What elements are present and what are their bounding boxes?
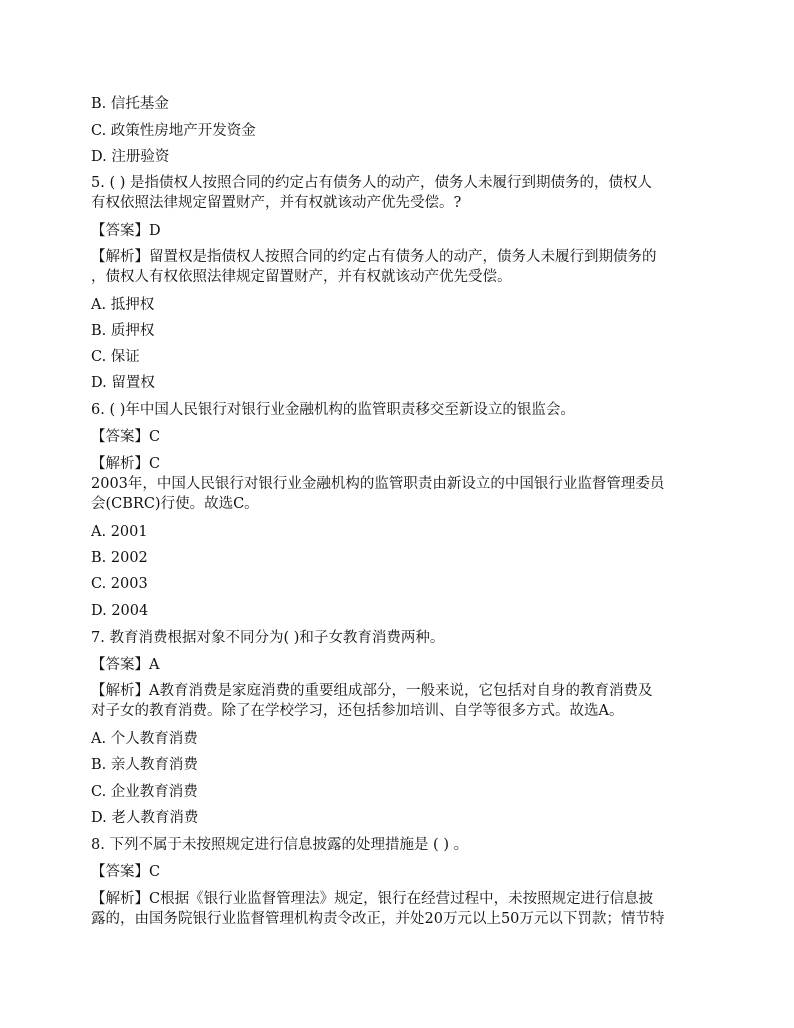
q7-option-a: A. 个人教育消费 (91, 731, 198, 747)
q5-explanation-line-2: ，债权人有权依照法律规定留置财产，并有权就该动产优先受偿。 (91, 269, 512, 285)
q5-option-d: D. 留置权 (91, 375, 155, 391)
q6-option-d: D. 2004 (91, 603, 149, 619)
q6-option-c: C. 2003 (91, 576, 148, 592)
q8-explanation-line-2: 露的，由国务院银行业监督管理机构责令改正，并处20万元以上50万元以下罚款；情节特 (91, 911, 665, 927)
q7-question: 7. 教育消费根据对象不同分为( )和子女教育消费两种。 (91, 630, 445, 646)
q7-explanation-line-1: 【解析】A教育消费是家庭消费的重要组成部分，一般来说，它包括对自身的教育消费及 (91, 683, 653, 699)
q6-explanation-line-2: 会(CBRC)行使。故选C。 (91, 496, 259, 512)
q6-explanation-label: 【解析】C (91, 456, 161, 472)
q7-explanation-line-2: 对子女的教育消费。除了在学校学习，还包括参加培训、自学等很多方式。故选A。 (91, 703, 624, 719)
q7-option-c: C. 企业教育消费 (91, 784, 198, 800)
q4-option-c: C. 政策性房地产开发资金 (91, 123, 256, 139)
q7-answer: 【答案】A (91, 657, 160, 673)
q6-option-a: A. 2001 (91, 524, 148, 540)
q5-option-c: C. 保证 (91, 349, 140, 365)
q7-option-b: B. 亲人教育消费 (91, 757, 198, 773)
q6-explanation-line-1: 2003年，中国人民银行对银行业金融机构的监管职责由新设立的中国银行业监督管理委员 (91, 476, 665, 492)
q5-option-b: B. 质押权 (91, 323, 155, 339)
q6-option-b: B. 2002 (91, 550, 148, 566)
q6-question: 6. ( )年中国人民银行对银行业金融机构的监管职责移交至新设立的银监会。 (91, 402, 575, 418)
q4-option-b: B. 信托基金 (91, 96, 169, 112)
q5-question-line-2: 有权依照法律规定留置财产，并有权就该动产优先受偿。? (91, 195, 462, 211)
q8-answer: 【答案】C (91, 864, 161, 880)
q4-option-d: D. 注册验资 (91, 149, 170, 165)
q5-answer: 【答案】D (91, 223, 161, 239)
q5-question-line-1: 5. ( ) 是指债权人按照合同的约定占有债务人的动产，债务人未履行到期债务的，债权人 (91, 175, 652, 191)
q8-question: 8. 下列不属于未按照规定进行信息披露的处理措施是 ( ) 。 (91, 837, 469, 853)
q5-option-a: A. 抵押权 (91, 297, 155, 313)
q6-answer: 【答案】C (91, 429, 161, 445)
q8-explanation-line-1: 【解析】C根据《银行业监督管理法》规定，银行在经营过程中，未按照规定进行信息披 (91, 891, 654, 907)
q5-explanation-line-1: 【解析】留置权是指债权人按照合同的约定占有债务人的动产，债务人未履行到期债务的 (91, 249, 657, 265)
q7-option-d: D. 老人教育消费 (91, 810, 199, 826)
